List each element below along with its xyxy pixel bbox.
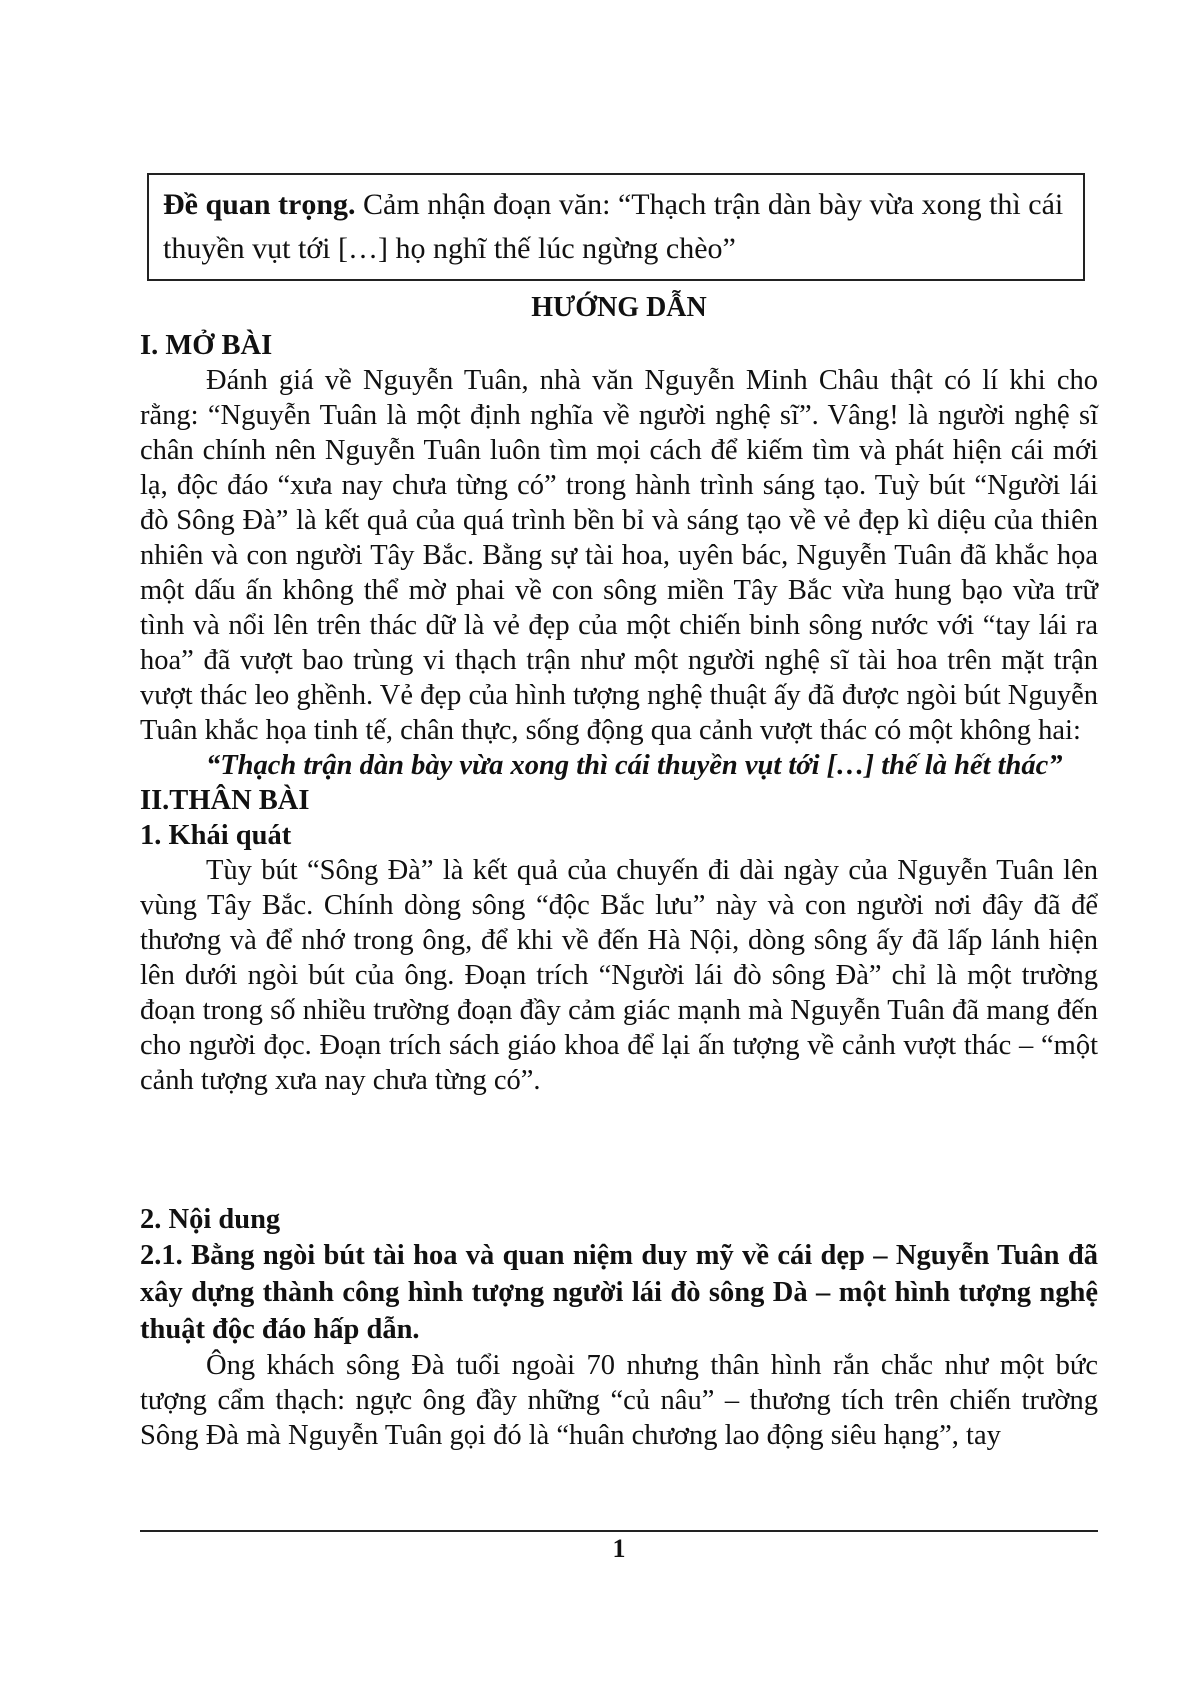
intro-quote: “Thạch trận dàn bày vừa xong thì cái thuyền vụt tới […] thế là hết thác” <box>206 750 1063 781</box>
section-1-paragraph: Tùy bút “Sông Đà” là kết quả của chuyến đi dài ngày của Nguyễn Tuân lên vùng Tây Bắc. Chính dòng sông “độc Bắc lưu” này và con người nơi đây đã để thương và để nhớ trong ông, để khi về đến Hà Nội, dòng sông ấy đã lấp lánh hiện lên dưới ngòi bút của ông. Đoạn trích “Người lái đò sông Đà” chỉ là một trường đoạn trong số nhiều trường đoạn đầy cảm giác mạnh mà Nguyễn Tuân đã mang đến cho người đọc. Đoạn trích sách giáo khoa để lại ấn tượng về cảnh vượt thác – “một cảnh tượng xưa nay chưa từng có”. <box>140 855 1098 1096</box>
section-2-1-paragraph: Ông khách sông Đà tuổi ngoài 70 nhưng thân hình rắn chắc như một bức tượng cẩm thạch: ngực ông đầy những “củ nâu” – thương tích trên chiến trường Sông Đà mà Nguyễn Tuân gọi đó là “huân chương lao động siêu hạng”, tay <box>140 1350 1098 1451</box>
body-heading: II.THÂN BÀI <box>140 785 310 816</box>
intro-paragraph: Đánh giá về Nguyễn Tuân, nhà văn Nguyễn Minh Châu thật có lí khi cho rằng: “Nguyễn Tuân là một định nghĩa về người nghệ sĩ”. Vâng! là người nghệ sĩ chân chính nên Nguyễn Tuân luôn tìm mọi cách để kiếm tìm và phát hiện cái mới lạ, độc đáo “xưa nay chưa từng có” trong hành trình sáng tạo. Tuỳ bút “Người lái đò Sông Đà” là kết quả của quá trình bền bỉ và sáng tạo về vẻ đẹp kì diệu của thiên nhiên và con người Tây Bắc. Bằng sự tài hoa, uyên bác, Nguyễn Tuân đã khắc họa một dấu ấn không thể mờ phai về con sông miền Tây Bắc vừa hung bạo vừa trữ tình và nổi lên trên thác dữ là vẻ đẹp của một chiến binh sông nước với “tay lái ra hoa” đã vượt bao trùng vi thạch trận như một người nghệ sĩ tài hoa trên mặt trận vượt thác leo ghềnh. Vẻ đẹp của hình tượng nghệ thuật ấy đã được ngòi bút Nguyễn Tuân khắc họa tinh tế, chân thực, sống động qua cảnh vượt thác có một không hai: <box>140 365 1098 746</box>
section-2-1-heading: 2.1. Bằng ngòi bút tài hoa và quan niệm duy mỹ về cái dẹp – Nguyễn Tuân đã xây dựng thành công hình tượng người lái đò sông Dà – một hình tượng nghệ thuật độc đáo hấp dẫn. <box>140 1240 1098 1345</box>
section-2-heading: 2. Nội dung <box>140 1204 281 1235</box>
section-1-heading: 1. Khái quát <box>140 820 292 851</box>
topic-label: Đề quan trọng. <box>163 188 356 221</box>
intro-heading: I. MỞ BÀI <box>140 330 273 361</box>
footer-rule <box>140 1530 1098 1532</box>
topic-box <box>147 173 1085 281</box>
guide-title: HƯỚNG DẪN <box>531 292 707 323</box>
topic-text: Cảm nhận đoạn văn: “Thạch trận dàn bày vừa xong thì cái thuyền vụt tới […] họ nghĩ thế lúc ngừng chèo” <box>163 188 1064 265</box>
page-number: 1 <box>612 1534 626 1563</box>
document-content <box>140 288 1098 1453</box>
spacer <box>140 1098 1098 1202</box>
